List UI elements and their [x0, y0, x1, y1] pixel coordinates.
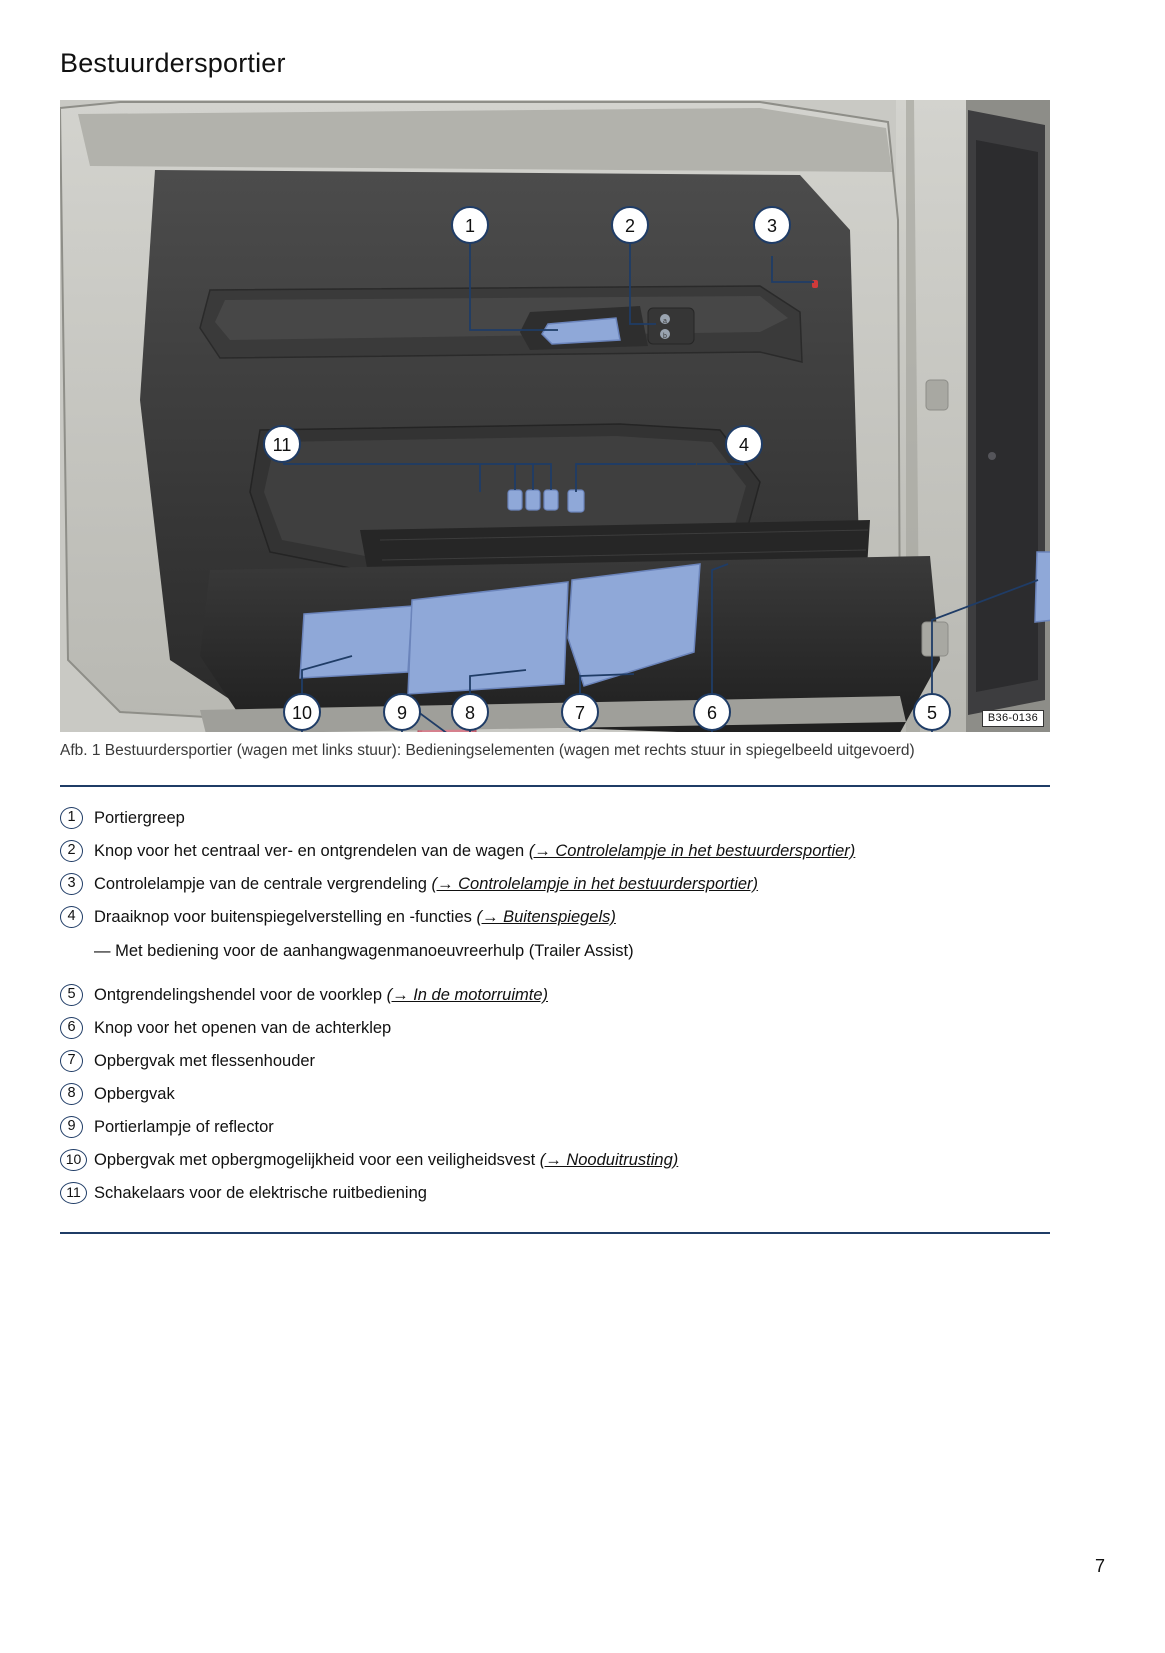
svg-text:2: 2	[624, 216, 636, 236]
list-item-label: Opbergvak met opbergmogelijkheid voor een veiligheidsvest	[94, 1151, 536, 1169]
list-item	[60, 872, 1060, 905]
list-item	[60, 1082, 1060, 1115]
list-item-label: Opbergvak met flessenhouder	[94, 1052, 316, 1070]
list-item-label: Ontgrendelingshendel voor de voorklep	[94, 986, 383, 1004]
callout-number: 8	[60, 1083, 86, 1105]
callout-number: 2	[60, 840, 86, 862]
list-item-text	[94, 1181, 427, 1205]
list-item	[60, 1181, 1060, 1214]
callout-number: 6	[60, 1017, 86, 1039]
list-item	[60, 1115, 1060, 1148]
list-item-text	[94, 1049, 315, 1073]
svg-text:6: 6	[706, 703, 718, 723]
figure-driver-door	[60, 100, 1050, 732]
list-item-text	[94, 983, 548, 1007]
svg-text:b: b	[663, 333, 667, 340]
list-item-label: Schakelaars voor de elektrische ruitbediening	[94, 1184, 427, 1202]
svg-text:10: 10	[291, 703, 313, 723]
list-item-group	[60, 905, 1060, 963]
list-item-sub-label: — Met bediening voor de aanhangwagenmanoeuvreerhulp (Trailer Assist)	[94, 942, 634, 960]
list-item	[60, 839, 1060, 872]
callout-number: 1	[60, 807, 86, 829]
svg-text:8: 8	[464, 703, 476, 723]
svg-text:3: 3	[766, 216, 778, 236]
list-item	[60, 1049, 1060, 1082]
list-item-label: Controlelampje van de centrale vergrendeling	[94, 875, 427, 893]
cross-reference-link[interactable]: (→ In de motorruimte)	[386, 986, 548, 1004]
list-item-label: Portierlampje of reflector	[94, 1118, 274, 1136]
svg-text:7: 7	[574, 703, 586, 723]
callout-number: 3	[60, 873, 86, 895]
divider-top	[60, 785, 1050, 787]
list-item	[60, 983, 1060, 1016]
list-item	[60, 806, 1060, 839]
divider-bottom	[60, 1232, 1050, 1234]
svg-text:4: 4	[738, 435, 750, 455]
door-illustration	[60, 100, 1050, 732]
svg-text:9: 9	[396, 703, 408, 723]
cross-reference-link[interactable]: (→ Buitenspiegels)	[476, 908, 616, 926]
list-item-label: Portiergreep	[94, 809, 185, 827]
list-item	[60, 1148, 1060, 1181]
list-item	[60, 1016, 1060, 1049]
page-number: 7	[1094, 1556, 1105, 1576]
svg-text:11: 11	[272, 435, 292, 455]
figure-code: B36-0136	[982, 710, 1044, 727]
svg-text:1: 1	[464, 216, 476, 236]
list-item-text	[94, 1148, 678, 1172]
callout-number: 5	[60, 984, 86, 1006]
svg-text:a: a	[663, 318, 667, 325]
list-item-label: Knop voor het centraal ver- en ontgrendelen van de wagen	[94, 842, 525, 860]
page-title: Bestuurdersportier	[60, 48, 286, 78]
list-item-text	[94, 1115, 274, 1139]
callout-number: 9	[60, 1116, 86, 1138]
svg-text:5: 5	[926, 703, 938, 723]
callout-number: 4	[60, 906, 86, 928]
callout-number: 7	[60, 1050, 86, 1072]
list-item-label: Draaiknop voor buitenspiegelverstelling en -functies	[94, 908, 472, 926]
callout-number: 10	[60, 1149, 86, 1171]
list-item-label: Knop voor het openen van de achterklep	[94, 1019, 392, 1037]
list-item-text	[94, 1016, 391, 1040]
cross-reference-link[interactable]: (→ Nooduitrusting)	[539, 1151, 679, 1169]
list-item-text	[94, 1082, 175, 1106]
spacer	[60, 967, 1060, 983]
list-item	[60, 905, 1060, 938]
cross-reference-link[interactable]: (→ Controlelampje in het bestuurdersportier)	[528, 842, 856, 860]
legend-list	[60, 806, 1060, 1214]
list-item-label: Opbergvak	[94, 1085, 175, 1103]
list-item-text	[94, 806, 185, 830]
list-item-text	[94, 872, 758, 896]
list-item-text	[94, 839, 855, 863]
callout-number: 11	[60, 1182, 86, 1204]
list-item-text	[94, 905, 616, 929]
figure-caption: Afb. 1 Bestuurdersportier (wagen met links stuur): Bedieningselementen (wagen met rechts stuur in spiegelbeeld uitgevoerd)	[60, 742, 915, 759]
cross-reference-link[interactable]: (→ Controlelampje in het bestuurdersportier)	[431, 875, 759, 893]
